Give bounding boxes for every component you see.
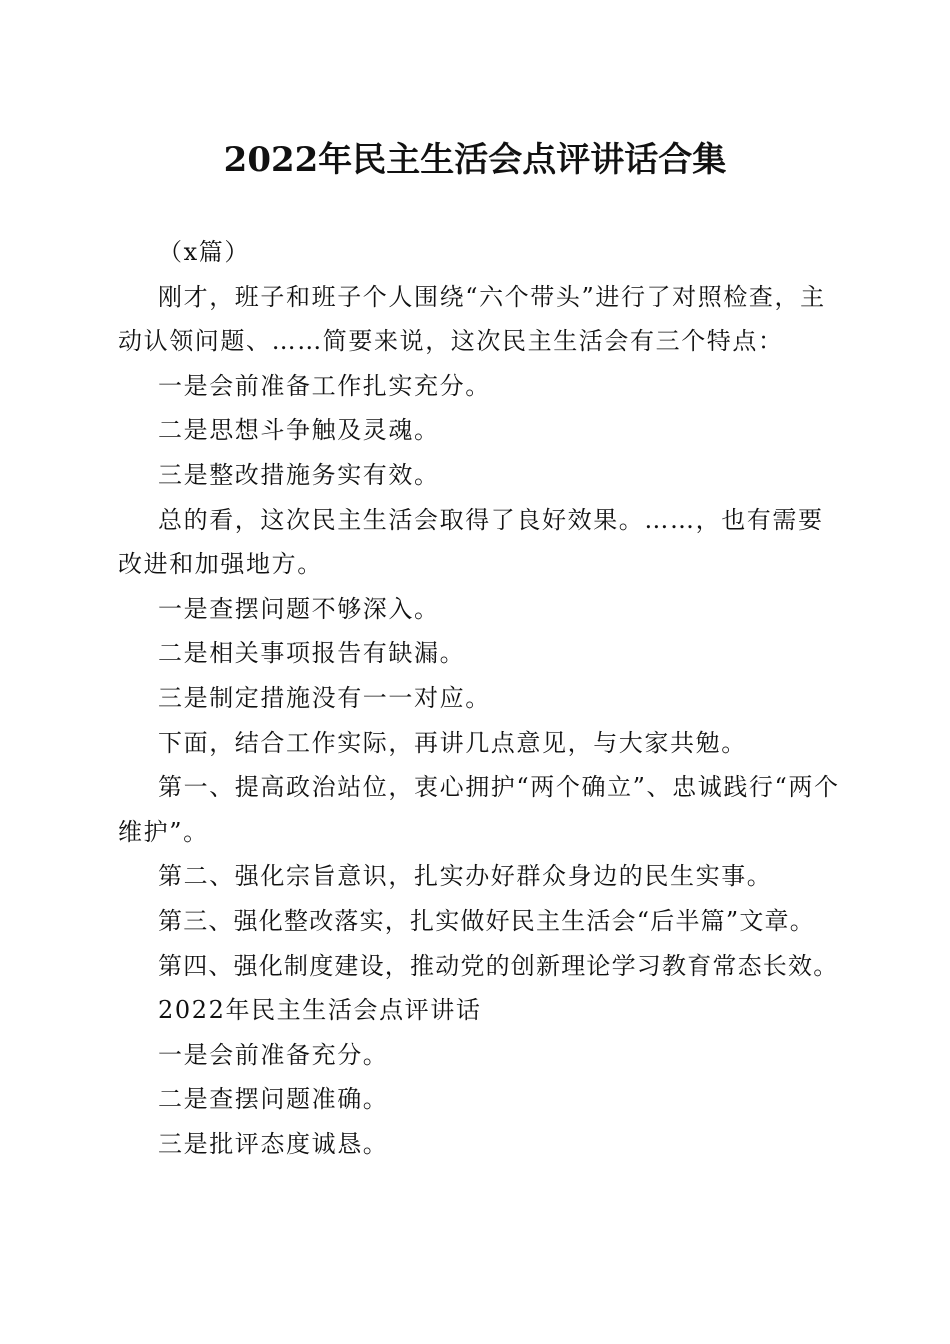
paragraph-feature-3: 三是整改措施务实有效。 xyxy=(158,460,440,489)
paragraph-second-point-1: 一是会前准备充分。 xyxy=(158,1040,389,1069)
paragraph-feature-1: 一是会前准备工作扎实充分。 xyxy=(158,371,491,400)
paragraph-issue-3: 三是制定措施没有一一对应。 xyxy=(158,683,491,712)
paragraph-feature-2: 二是思想斗争触及灵魂。 xyxy=(158,416,440,445)
paragraph-second-point-2: 二是查摆问题准确。 xyxy=(158,1085,389,1114)
document-title: 2022年民主生活会点评讲话合集 xyxy=(223,140,727,180)
paragraph-summary: 总的看，这次民主生活会取得了良好效果。……，也有需要改进和加强地方。 xyxy=(118,505,824,579)
paragraph-issue-2: 二是相关事项报告有缺漏。 xyxy=(158,639,466,668)
paragraph-second-point-3: 三是批评态度诚恳。 xyxy=(158,1129,389,1158)
paragraph-transition: 下面，结合工作实际，再讲几点意见，与大家共勉。 xyxy=(158,728,747,757)
paragraph-opinion-2: 第二、强化宗旨意识，扎实办好群众身边的民生实事。 xyxy=(158,862,773,891)
paragraph-opinion-3: 第三、强化整改落实，扎实做好民主生活会“后半篇”文章。 xyxy=(158,906,815,935)
paragraph-opinion-1: 第一、提高政治站位，衷心拥护“两个确立”、忠诚践行“两个维护”。 xyxy=(118,773,840,846)
paragraph-count-note: （x篇） xyxy=(158,238,250,266)
paragraph-opinion-4: 第四、强化制度建设，推动党的创新理论学习教育常态长效。 xyxy=(158,951,839,980)
document-body xyxy=(118,230,840,1166)
paragraph-intro: 刚才，班子和班子个人围绕“六个带头”进行了对照检查，主动认领问题、……简要来说，这次民主生活会有三个特点： xyxy=(118,282,826,356)
paragraph-second-title: 2022年民主生活会点评讲话 xyxy=(158,996,482,1025)
paragraph-issue-1: 一是查摆问题不够深入。 xyxy=(158,594,440,623)
